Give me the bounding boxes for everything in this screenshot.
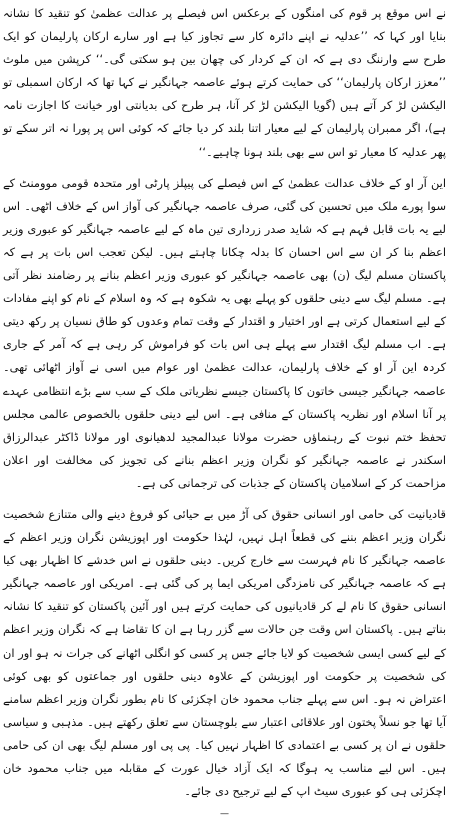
page-end-mark: — <box>220 809 229 819</box>
article-paragraph: این آر او کے خلاف عدالت عظمیٰ کے اس فیصلے کی پیپلز پارٹی اور متحدہ قومی موومنٹ کے سوا پورے ملک میں تحسین کی گئی، صرف عاصمہ جہانگیر کی آواز اس کے خلاف اٹھی۔ اس لیے یہ بات قابل فہم ہے کہ شاید صدر زرداری تین ماہ کے لیے عاصمہ جہانگیر کو عبوری وزیر اعظم بنا کر ان سے اس احسان کا بدلہ چکانا چاہتے ہیں۔ لیکن تعجب اس بات پر ہے کہ پاکستان مسلم لیگ (ن) بھی عاصمہ جہانگیر کو عبوری وزیر اعظم بنانے پر رضامند نظر آتی ہے۔ مسلم لیگ سے دینی حلقوں کو پہلے بھی یہ شکوہ ہے کہ وہ اسلام کے نام کو اپنے مفادات کے لیے استعمال کرتی ہے اور اختیار و اقتدار کے وقت تمام وعدوں کو طاق نسیان پر رکھ دیتی ہے۔ اب مسلم لیگ اقتدار سے پہلے ہی اس بات کو فراموش کر رہی ہے کہ آمر کے جاری کردہ این آر او کے خلاف پارلیمان، عدالت عظمیٰ اور عوام میں اسی نے آواز اٹھائی تھی۔ عاصمہ جہانگیر جیسی خاتون کا پاکستان جیسے نظریاتی ملک کے سب سے بڑے انتظامی عہدے پر آنا اسلام اور نظریہ پاکستان کے منافی ہے۔ اس لیے دینی حلقوں بالخصوص عالمی مجلس تحفظ ختم نبوت کے رہنماؤں حضرت مولانا عبدالمجید لدھیانوی اور مولانا ڈاکٹر عبدالرزاق اسکندر نے عاصمہ جہانگیر کو نگران وزیر اعظم بنانے کی تجویز کی مخالفت اور اعلان مزاحمت کر کے اسلامیان پاکستان کے جذبات کی ترجمانی کی ہے۔ <box>3 175 446 490</box>
article-paragraph: نے اس موقع پر قوم کی امنگوں کے برعکس اس فیصلے پر عدالت عظمیٰ کو تنقید کا نشانہ بنایا اور کہا کہ ’’عدلیہ نے اپنے دائرہ کار سے تجاوز کیا ہے اور سارے ارکان پارلیمان کو ایک طرح سے وارننگ دی ہے کہ ان کے کردار کی چھان بین ہو سکتی گی۔‘‘ کرپشن میں ملوث ’’معزز ارکان پارلیمان‘‘ کی حمایت کرتے ہوئے عاصمہ جہانگیر نے کہا تھا کہ ارکان اسمبلی تو الیکشن لڑ کر آتے ہیں (گویا الیکشن لڑ کر آنا، ہر طرح کی بدیانتی اور خیانت کا اجازت نامہ ہے)، اگر ممبران پارلیمان کے لیے معیار اتنا بلند کر دیا جائے کہ کوئی اس پر پورا نہ اتر سکے تو پھر عدلیہ کا معیار تو اس سے بھی بلند ہونا چاہیے۔‘‘ <box>3 6 446 159</box>
article-paragraph: قادیانیت کی حامی اور انسانی حقوق کی آڑ میں بے حیائی کو فروغ دینے والی متنازع شخصیت نگران وزیر اعظم بننے کی قطعاً اہل نہیں، لہٰذا حکومت اور اپوزیشن نگران وزیر اعظم کے عاصمہ جہانگیر کا نام فہرست سے خارج کریں۔ دینی حلقوں نے اس خدشے کا اظہار بھی کیا ہے کہ عاصمہ جہانگیر کی نامزدگی امریکی ایما پر کی گئی ہے۔ امریکی اور عاصمہ جہانگیر انسانی حقوق کا نام لے کر قادیانیوں کی حمایت کرتے ہیں اور آئین پاکستان کو تنقید کا نشانہ بناتے ہیں۔ پاکستان اس وقت جن حالات سے گزر رہا ہے ان کا تقاضا ہے کہ نگران وزیر اعظم کے لیے کسی ایسی شخصیت کو لایا جائے جس پر کسی کو انگلی اٹھانے کی جرات نہ ہو اور ان کی شخصیت پر حکومت اور اپوزیشن کے علاوہ دینی حلقوں اور جماعتوں کو بھی کوئی اعتراض نہ ہو۔ اس سے پہلے جناب محمود خان اچکزئی کا نام بطور نگران وزیر اعظم سامنے آیا تھا جو نسلاً پختون اور علاقائی اعتبار سے بلوچستان سے تعلق رکھتے ہیں۔ مذہبی و سیاسی حلقوں نے ان پر کسی بے اعتمادی کا اظہار نہیں کیا۔ پی پی اور مسلم لیگ بھی ان کی حامی ہیں۔ اس لیے مناسب یہ ہوگا کہ ایک آزاد خیال عورت کے مقابلہ میں جناب محمود خان اچکزئی ہی کو عبوری سیٹ اپ کے لیے ترجیح دی جائے۔ <box>3 506 446 799</box>
